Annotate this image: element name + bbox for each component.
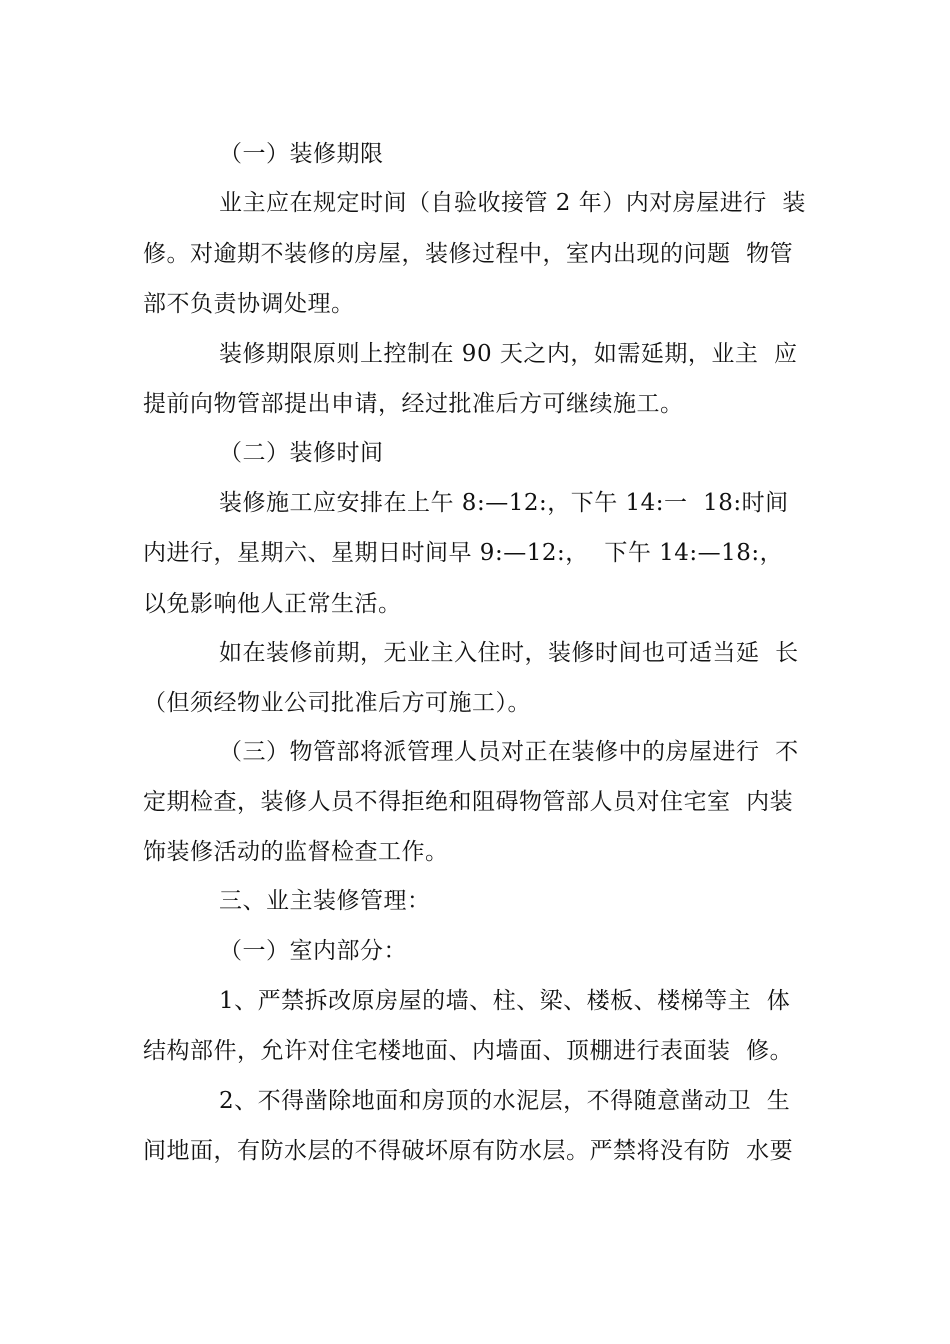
paragraph-line: 饰装修活动的监督检查工作。 [143, 839, 449, 865]
paragraph-line: 部不负责协调处理。 [143, 291, 355, 317]
paragraph-line: 如在装修前期，无业主入住时，装修时间也可适当延 长 [219, 640, 799, 666]
paragraph-line: （三）物管部将派管理人员对正在装修中的房屋进行 不 [219, 739, 799, 765]
paragraph-line: 间地面，有防水层的不得破坏原有防水层。严禁将没有防 水要 [143, 1138, 794, 1164]
paragraph-line: 2、不得凿除地面和房顶的水泥层，不得随意凿动卫 生 [219, 1088, 791, 1114]
heading-decoration-time: （二）装修时间 [219, 440, 384, 466]
paragraph-line: 定期检查，装修人员不得拒绝和阻碍物管部人员对住宅室 内装 [143, 789, 794, 815]
section-heading-owner-management: 三、业主装修管理： [219, 888, 431, 914]
paragraph-line: 装修施工应安排在上午 8:—12:，下午 14:一 18:时间 [219, 490, 789, 516]
paragraph-line: 结构部件，允许对住宅楼地面、内墙面、顶棚进行表面装 修。 [143, 1038, 794, 1064]
paragraph-line: 提前向物管部提出申请，经过批准后方可继续施工。 [143, 391, 684, 417]
paragraph-line: 内进行，星期六、星期日时间早 9:—12:， 下午 14:—18:， [143, 540, 784, 566]
paragraph-line: 装修期限原则上控制在 90 天之内，如需延期，业主 应 [219, 341, 798, 367]
paragraph-line: 以免影响他人正常生活。 [143, 591, 402, 617]
paragraph-line: （但须经物业公司批准后方可施工）。 [143, 690, 531, 716]
paragraph-line: 修。对逾期不装修的房屋，装修过程中，室内出现的问题 物管 [143, 241, 794, 267]
subheading-indoor: （一）室内部分： [219, 938, 407, 964]
paragraph-line: 1、严禁拆改原房屋的墙、柱、梁、楼板、楼梯等主 体 [219, 988, 791, 1014]
paragraph-line: 业主应在规定时间（自验收接管 2 年）内对房屋进行 装 [219, 190, 806, 216]
heading-decoration-period: （一）装修期限 [219, 141, 384, 167]
